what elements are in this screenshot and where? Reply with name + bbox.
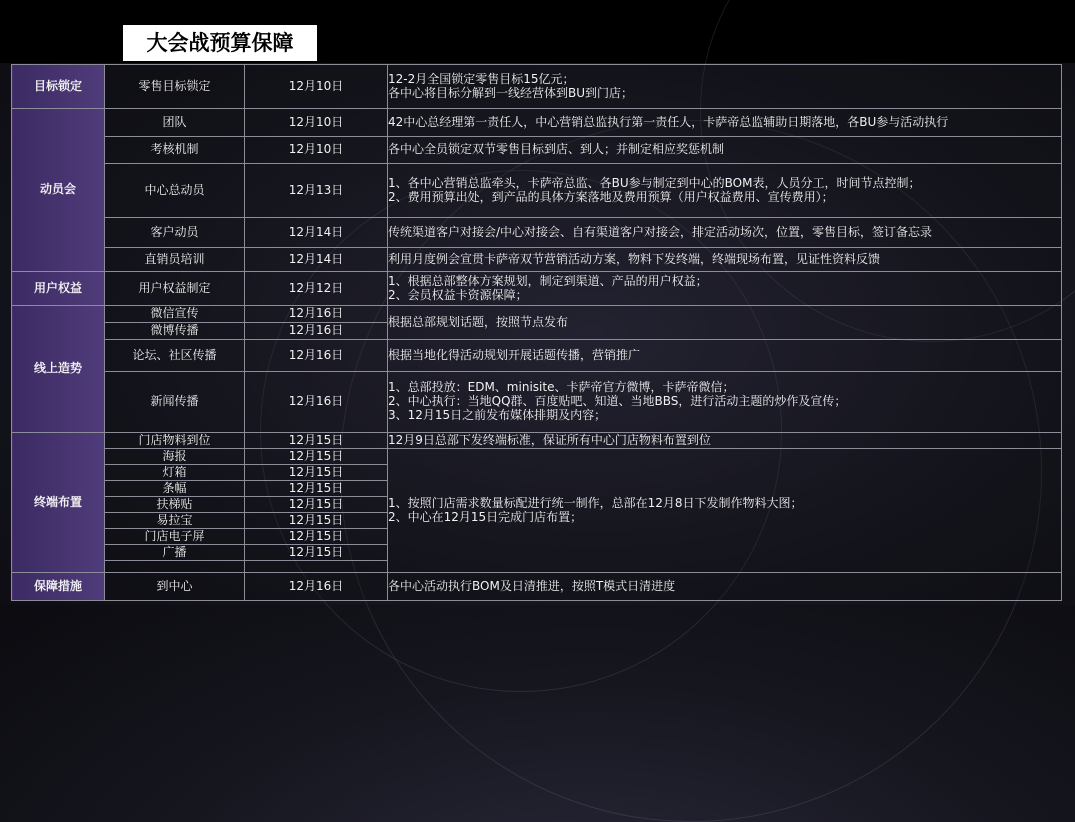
date-cell: 12月10日 — [245, 65, 388, 109]
description-line: 3、12月15日之前发布媒体排期及内容； — [388, 407, 607, 422]
item-cell: 扶梯贴 — [105, 497, 245, 513]
item-cell: 条幅 — [105, 481, 245, 497]
description-line: 2、费用预算出处，到产品的具体方案落地及费用预算（用户权益费用、宣传费用）； — [388, 189, 834, 204]
date-cell: 12月13日 — [245, 164, 388, 218]
category-cell: 线上造势 — [12, 306, 105, 433]
date-cell: 12月15日 — [245, 545, 388, 561]
date-cell: 12月15日 — [245, 481, 388, 497]
table-row — [12, 109, 1062, 137]
item-cell: 微信宣传 — [105, 306, 245, 323]
description-line: 12月9日总部下发终端标准，保证所有中心门店物料布置到位 — [388, 432, 711, 447]
table-row — [12, 65, 1062, 109]
description-cell — [388, 433, 1062, 449]
category-cell: 动员会 — [12, 109, 105, 272]
table-row — [12, 218, 1062, 248]
date-cell: 12月15日 — [245, 513, 388, 529]
table-row — [12, 248, 1062, 272]
description-line: 2、中心执行：当地QQ群、百度贴吧、知道、当地BBS，进行活动主题的炒作及宣传； — [388, 394, 847, 409]
description-line: 根据总部规划话题，按照节点发布 — [388, 314, 569, 329]
description-line: 12-2月全国锁定零售目标15亿元； — [388, 71, 575, 86]
date-cell: 12月16日 — [245, 323, 388, 340]
item-cell: 中心总动员 — [105, 164, 245, 218]
table-row — [12, 573, 1062, 601]
description-cell — [388, 137, 1062, 164]
item-cell: 广播 — [105, 545, 245, 561]
description-cell — [388, 372, 1062, 433]
description-cell — [388, 306, 1062, 340]
table-row — [12, 306, 1062, 323]
date-cell — [245, 561, 388, 573]
category-cell: 终端布置 — [12, 433, 105, 573]
date-cell: 12月14日 — [245, 248, 388, 272]
item-cell: 用户权益制定 — [105, 272, 245, 306]
description-line: 1、按照门店需求数量标配进行统一制作，总部在12月8日下发制作物料大图； — [388, 495, 803, 510]
table-row — [12, 137, 1062, 164]
date-cell: 12月15日 — [245, 497, 388, 513]
description-line: 各中心全员锁定双节零售目标到店、到人；并制定相应奖惩机制 — [388, 142, 725, 157]
item-cell: 考核机制 — [105, 137, 245, 164]
item-cell: 直销员培训 — [105, 248, 245, 272]
category-cell: 保障措施 — [12, 573, 105, 601]
table-row — [12, 433, 1062, 449]
item-cell: 论坛、社区传播 — [105, 340, 245, 372]
date-cell: 12月10日 — [245, 137, 388, 164]
item-cell: 海报 — [105, 449, 245, 465]
description-line: 42中心总经理第一责任人，中心营销总监执行第一责任人，卡萨帝总监辅助日期落地，各BU参与活动执行 — [388, 114, 949, 129]
item-cell: 团队 — [105, 109, 245, 137]
date-cell: 12月14日 — [245, 218, 388, 248]
item-cell: 门店电子屏 — [105, 529, 245, 545]
description-line: 1、各中心营销总监牵头，卡萨帝总监、各BU参与制定到中心的BOM表，人员分工，时间节点控制； — [388, 175, 921, 190]
item-cell: 客户动员 — [105, 218, 245, 248]
description-line: 各中心活动执行BOM及日清推进，按照T模式日清进度 — [388, 578, 676, 593]
description-cell — [388, 164, 1062, 218]
item-cell: 新闻传播 — [105, 372, 245, 433]
description-line: 利用月度例会宣贯卡萨帝双节营销活动方案，物料下发终端，终端现场布置，见证性资料反馈 — [388, 251, 881, 266]
description-cell — [388, 218, 1062, 248]
item-cell: 微博传播 — [105, 323, 245, 340]
description-line: 1、根据总部整体方案规划，制定到渠道、产品的用户权益； — [388, 273, 708, 288]
description-cell — [388, 65, 1062, 109]
date-cell: 12月15日 — [245, 449, 388, 465]
table-row — [12, 372, 1062, 433]
date-cell: 12月16日 — [245, 340, 388, 372]
table-row — [12, 449, 1062, 465]
description-line: 各中心将目标分解到一线经营体到BU到门店； — [388, 85, 634, 100]
date-cell: 12月16日 — [245, 573, 388, 601]
item-cell: 到中心 — [105, 573, 245, 601]
item-cell: 门店物料到位 — [105, 433, 245, 449]
table-row — [12, 272, 1062, 306]
date-cell: 12月10日 — [245, 109, 388, 137]
description-cell — [388, 340, 1062, 372]
date-cell: 12月15日 — [245, 465, 388, 481]
description-cell — [388, 248, 1062, 272]
description-line: 2、中心在12月15日完成门店布置； — [388, 509, 583, 524]
item-cell: 易拉宝 — [105, 513, 245, 529]
item-cell — [105, 561, 245, 573]
item-cell: 零售目标锁定 — [105, 65, 245, 109]
date-cell: 12月16日 — [245, 306, 388, 323]
table-row — [12, 340, 1062, 372]
date-cell: 12月15日 — [245, 529, 388, 545]
description-cell — [388, 109, 1062, 137]
description-cell — [388, 272, 1062, 306]
description-line: 2、会员权益卡资源保障； — [388, 287, 528, 302]
table-row — [12, 164, 1062, 218]
description-line: 传统渠道客户对接会/中心对接会、自有渠道客户对接会，排定活动场次，位置，零售目标，签订备忘录 — [388, 224, 933, 239]
item-cell: 灯箱 — [105, 465, 245, 481]
budget-table — [11, 64, 1062, 601]
description-cell — [388, 573, 1062, 601]
description-line: 1、总部投放：EDM、minisite、卡萨帝官方微博，卡萨帝微信； — [388, 380, 735, 395]
category-cell: 用户权益 — [12, 272, 105, 306]
date-cell: 12月15日 — [245, 433, 388, 449]
date-cell: 12月16日 — [245, 372, 388, 433]
date-cell: 12月12日 — [245, 272, 388, 306]
description-line: 根据当地化得活动规划开展话题传播，营销推广 — [388, 347, 641, 362]
category-cell: 目标锁定 — [12, 65, 105, 109]
page-title: 大会战预算保障 — [123, 25, 317, 61]
description-cell — [388, 449, 1062, 573]
